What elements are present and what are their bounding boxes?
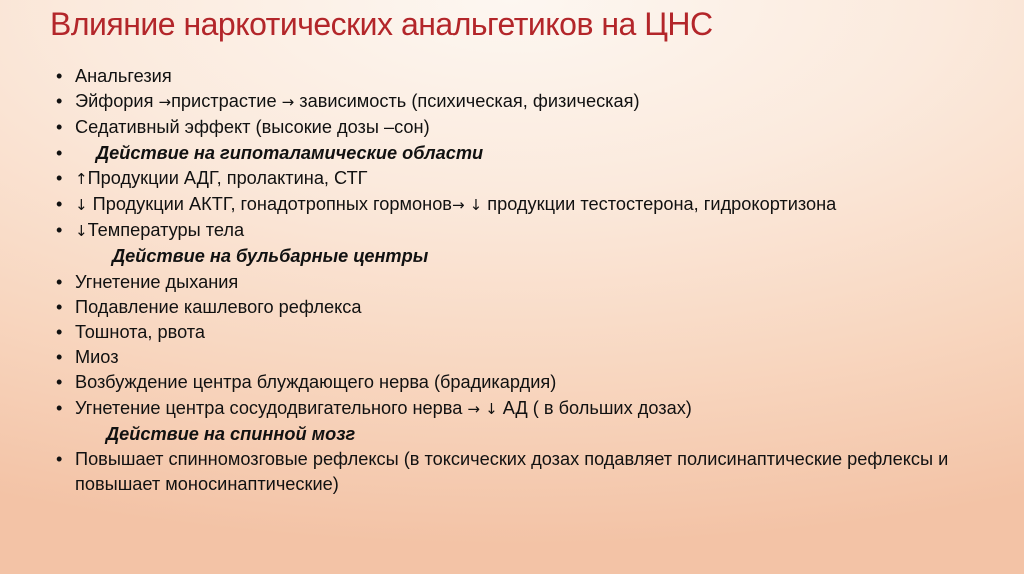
item-text: Подавление кашлевого рефлекса [75, 296, 362, 317]
item-text: АД ( в больших дозах) [497, 397, 692, 418]
item-text: Анальгезия [75, 66, 172, 86]
item-text: Тошнота, рвота [75, 322, 206, 343]
list-item [56, 115, 1006, 140]
section-heading-spinal: Действие на спинной мозг [106, 423, 356, 444]
arrow-down-icon: ↓ [75, 222, 88, 241]
item-text: Продукции АДГ, пролактина, СТГ [87, 167, 368, 188]
list-item [56, 320, 1006, 345]
list-item [56, 295, 1006, 320]
bullet-marker: • [56, 91, 63, 112]
list-item [56, 192, 1006, 218]
bullet-marker: • [56, 271, 63, 292]
item-text: Угнетение дыхания [75, 271, 239, 292]
arrow-right-icon: → [281, 93, 295, 112]
arrow-down-icon: ↓ [469, 196, 483, 215]
list-item [56, 396, 1006, 422]
bullet-marker: • [56, 117, 63, 138]
item-text: продукции тестостерона, гидрокортизона [482, 194, 837, 215]
arrow-down-icon: ↓ [485, 399, 498, 418]
arrow-right-icon: → [158, 93, 172, 112]
list-item-heading [56, 422, 1006, 447]
bullet-marker: • [56, 194, 63, 215]
item-text: Возбуждение центра блуждающего нерва (брадикардия) [75, 372, 557, 393]
list-item [56, 447, 1006, 497]
arrow-right-icon: → [451, 196, 465, 215]
list-item [56, 89, 1006, 115]
item-text: зависимость (психическая, физическая) [294, 91, 640, 112]
arrow-up-icon: ↑ [75, 169, 88, 188]
item-text: Повышает спинномозговые рефлексы (в токсических дозах подавляет полисинаптические рефлексы и повышает моносинаптические) [75, 449, 949, 495]
bullet-marker: • [56, 347, 63, 368]
item-text: Продукции АКТГ, гонадотропных гормонов [87, 194, 452, 215]
bullet-marker: • [56, 220, 63, 241]
list-item [56, 64, 1006, 89]
bullet-list [56, 64, 1006, 497]
list-item [56, 345, 1006, 370]
bullet-marker: • [56, 397, 63, 418]
section-heading-hypothalamus: Действие на гипоталамические области [96, 142, 484, 163]
item-text: Температуры тела [87, 220, 245, 241]
bullet-marker: • [56, 372, 63, 393]
bullet-marker: • [56, 66, 63, 86]
section-heading-bulbar: Действие на бульбарные центры [112, 246, 429, 267]
arrow-right-icon: → [467, 399, 480, 418]
item-text: пристрастие [171, 91, 282, 112]
item-text: Миоз [75, 347, 119, 368]
list-item [56, 166, 1006, 192]
bullet-marker: • [56, 296, 63, 317]
bullet-marker: • [56, 322, 63, 343]
item-text: Седативный эффект (высокие дозы –сон) [75, 117, 430, 138]
item-text: Угнетение центра сосудодвигательного нерва [75, 397, 468, 418]
list-item-heading [56, 141, 1006, 166]
bullet-marker: • [56, 449, 63, 470]
arrow-down-icon: ↓ [75, 196, 88, 215]
list-item [56, 370, 1006, 395]
list-item [56, 218, 1006, 244]
item-text: Эйфория [75, 91, 159, 112]
slide-title: Влияние наркотических анальгетиков на ЦНС [50, 6, 713, 42]
bullet-marker: • [56, 167, 63, 188]
list-item [56, 270, 1006, 295]
list-item-heading [56, 244, 1006, 269]
bullet-marker: • [56, 142, 63, 163]
